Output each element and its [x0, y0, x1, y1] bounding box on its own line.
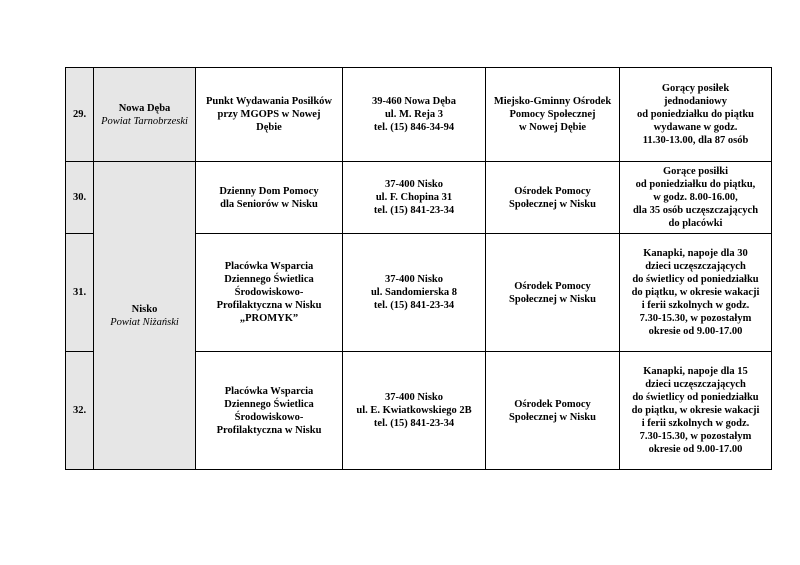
text-line: w godz. 8.00-16.00, — [653, 192, 738, 203]
text-line: Społecznej w Nisku — [509, 198, 596, 210]
organizer-cell — [486, 162, 620, 234]
info-cell — [620, 162, 772, 234]
text-line: Placówka Wsparcia — [224, 261, 314, 272]
row-number: 29. — [66, 68, 94, 162]
info-cell — [620, 234, 772, 352]
facility-name-cell — [196, 234, 343, 352]
text-line: Gorące posiłki — [662, 166, 729, 177]
text-line: przy MGOPS w Nowej — [217, 109, 321, 120]
text-line: w Nowej Dębie — [518, 122, 587, 133]
text-line: do placówki — [668, 218, 723, 229]
text-line: 39-460 Nowa Dęba — [372, 96, 456, 107]
text-line: od poniedziałku do piątku — [636, 109, 754, 120]
info-cell — [620, 68, 772, 162]
text-line: 7.30-15.30, w pozostałym — [639, 313, 752, 324]
text-line: Pomocy Społecznej — [509, 109, 596, 120]
text-line: Środowiskowo- — [234, 411, 304, 423]
text-line: dla Seniorów w Nisku — [220, 198, 318, 210]
text-line: Kanapki, napoje dla 15 — [643, 366, 748, 377]
text-line: tel. (15) 841-23-34 — [373, 205, 455, 216]
text-line: Dziennego Świetlica — [224, 398, 314, 410]
organizer-cell — [486, 68, 620, 162]
text-line: od poniedziałku do piątku, — [635, 179, 756, 190]
text-line: tel. (15) 841-23-34 — [373, 300, 455, 311]
text-line: ul. Sandomierska 8 — [370, 287, 458, 298]
text-line: Gorący posiłek — [661, 83, 730, 94]
text-line: ul. E. Kwiatkowskiego 2B — [356, 405, 472, 416]
text-line: i ferii szkolnych w godz. — [641, 300, 750, 311]
text-line: Placówka Wsparcia — [224, 385, 314, 397]
text-line: Miejsko-Gminny Ośrodek — [493, 96, 612, 107]
text-line: do świetlicy od poniedziałku — [632, 274, 759, 285]
address-cell — [343, 162, 486, 234]
facility-name-cell — [196, 162, 343, 234]
food-distribution-table — [65, 67, 772, 470]
facility-name-cell — [196, 352, 343, 470]
text-line: Dziennego Świetlica — [224, 274, 314, 285]
text-line: Środowiskowo- — [234, 287, 304, 298]
row-number: 32. — [66, 352, 94, 470]
text-line: do świetlicy od poniedziałku — [632, 392, 759, 403]
text-line: Ośrodek Pomocy — [514, 280, 591, 292]
location-county: Powiat Tarnobrzeski — [101, 115, 188, 127]
organizer-cell — [486, 234, 620, 352]
location-name: Nisko — [131, 303, 158, 315]
text-line: Profilaktyczna w Nisku — [216, 300, 322, 311]
facility-name-cell — [196, 68, 343, 162]
address-cell — [343, 352, 486, 470]
location-county: Powiat Niżański — [110, 316, 179, 328]
text-line: dzieci uczęszczających — [645, 379, 746, 390]
location-name: Nowa Dęba — [118, 102, 171, 114]
text-line: ul. F. Chopina 31 — [375, 192, 453, 203]
text-line: i ferii szkolnych w godz. — [641, 418, 750, 429]
text-line: Ośrodek Pomocy — [514, 398, 591, 410]
text-line: 37-400 Nisko — [384, 179, 444, 190]
text-line: do piątku, w okresie wakacji — [631, 405, 760, 416]
text-line: jednodaniowy — [663, 96, 727, 107]
text-line: 7.30-15.30, w pozostałym — [639, 431, 752, 442]
text-line: 11.30-13.00, dla 87 osób — [642, 135, 749, 146]
info-cell — [620, 352, 772, 470]
text-line: dzieci uczęszczających — [645, 261, 746, 272]
text-line: tel. (15) 846-34-94 — [373, 122, 455, 133]
text-line: Punkt Wydawania Posiłków — [205, 96, 333, 107]
location-cell — [94, 162, 196, 470]
row-number: 30. — [66, 162, 94, 234]
text-line: Dębie — [256, 122, 282, 133]
row-number: 31. — [66, 234, 94, 352]
address-cell — [343, 68, 486, 162]
text-line: do piątku, w okresie wakacji — [631, 287, 760, 298]
text-line: okresie od 9.00-17.00 — [648, 444, 743, 455]
text-line: Profilaktyczna w Nisku — [216, 424, 322, 436]
text-line: 37-400 Nisko — [384, 392, 444, 403]
text-line: dla 35 osób uczęszczających — [632, 205, 759, 216]
text-line: Społecznej w Nisku — [509, 411, 596, 423]
table-row — [66, 68, 772, 162]
text-line: ul. M. Reja 3 — [384, 109, 444, 120]
table-row — [66, 162, 772, 234]
text-line: 37-400 Nisko — [384, 274, 444, 285]
organizer-cell — [486, 352, 620, 470]
text-line: Kanapki, napoje dla 30 — [643, 248, 748, 259]
text-line: Dzienny Dom Pomocy — [219, 185, 319, 197]
address-cell — [343, 234, 486, 352]
text-line: „PROMYK” — [239, 313, 299, 324]
location-cell — [94, 68, 196, 162]
text-line: tel. (15) 841-23-34 — [373, 418, 455, 429]
text-line: Ośrodek Pomocy — [514, 185, 591, 197]
text-line: Społecznej w Nisku — [509, 293, 596, 305]
text-line: okresie od 9.00-17.00 — [648, 326, 743, 337]
text-line: wydawane w godz. — [653, 122, 738, 133]
